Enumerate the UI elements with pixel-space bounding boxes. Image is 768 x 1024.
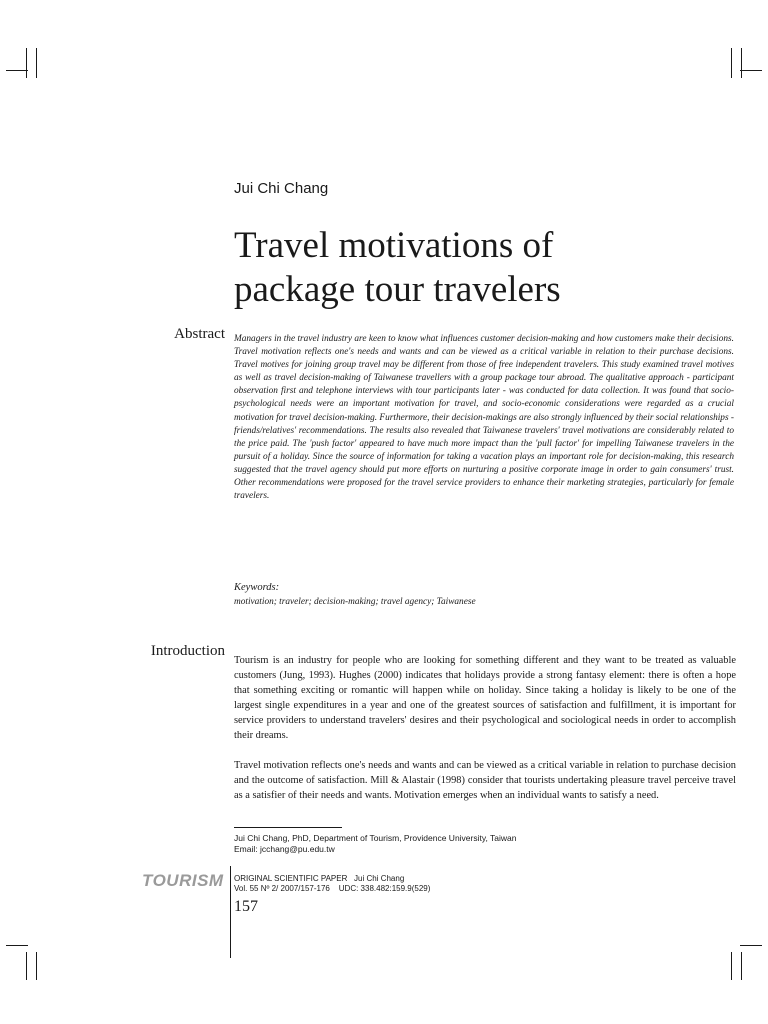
crop-mark-bottom-right — [740, 945, 762, 946]
author-footnote — [234, 833, 517, 854]
volume-meta-line — [234, 884, 430, 894]
introduction-heading: Introduction — [150, 643, 225, 659]
footnote-affiliation: Jui Chi Chang, PhD, Department of Tourism, Providence University, Taiwan — [234, 833, 517, 843]
abstract-heading: Abstract — [174, 326, 225, 342]
abstract-text: Managers in the travel industry are keen to know what influences customer decision-making and how customers make their decisions. Travel motivation reflects one's needs and wants and can be viewed as a critical variable in relation to their purchase decisions. Travel motives for joining group travel may be different from those of free independent travelers. This study examined travel motives as well as travel decision-making of Taiwanese travellers with a group package tour abroad. The qualitative approach - participant observation first and telephone interviews with tour participants later - was conducted for data collection. It was found that socio-psychological needs were an important motivation for travel, and socio-economic considerations were regarded as a crucial motivation for travel decision-making. Furthermore, their decision-makings are also strongly influenced by their social relationships - friends/relatives' recommendations. The results also revealed that Taiwanese travelers' travel motivations are considerably related to the price paid. The 'push factor' appeared to have much more impact than the 'pull factor' for impelling Taiwanese travelers in the pursuit of a holiday. Since the source of information for taking a vacation plays an important role for decision-making, this research suggested that the travel agency should put more efforts on nurturing a positive corporate image in order to gain consumers' trust. Other recommendations were proposed for the travel service providers to enhance their marketing strategies, particularly for female travelers. — [234, 334, 734, 502]
crop-mark-bottom-right — [741, 952, 742, 980]
volume-info: Vol. 55 Nº 2/ 2007/157-176 — [234, 884, 330, 893]
keywords-list: motivation; traveler; decision-making; travel agency; Taiwanese — [234, 597, 476, 607]
paper-type: ORIGINAL SCIENTIFIC PAPER — [234, 874, 348, 883]
crop-mark-top-left — [26, 48, 27, 78]
crop-mark-top-left — [36, 48, 37, 78]
crop-mark-top-right — [731, 48, 732, 78]
crop-mark-top-right — [741, 48, 742, 78]
footnote-email: Email: jcchang@pu.edu.tw — [234, 843, 335, 854]
crop-mark-bottom-left — [6, 945, 28, 946]
udc-code: UDC: 338.482:159.9(529) — [338, 884, 431, 893]
crop-mark-top-left — [6, 70, 28, 71]
footnote-rule — [234, 827, 342, 828]
crop-mark-bottom-left — [26, 952, 27, 980]
article-title — [234, 224, 754, 312]
author-name: Jui Chi Chang — [234, 180, 329, 197]
keywords-label: Keywords: — [234, 582, 280, 593]
title-line: Travel motivations of — [234, 225, 554, 266]
crop-mark-bottom-right — [731, 952, 732, 980]
journal-logo: TOURISM — [142, 871, 224, 890]
footer-divider — [230, 866, 231, 958]
running-author: Jui Chi Chang — [354, 874, 405, 883]
title-line: package tour travelers — [234, 269, 561, 310]
crop-mark-top-right — [740, 70, 762, 71]
paper-meta-line — [234, 874, 404, 884]
introduction-paragraph: Travel motivation reflects one's needs and wants and can be viewed as a critical variable in relation to purchase decision and the outcome of satisfaction. Mill & Alastair (1998) consider that tourists undertaking pleasure travel perceive travel as a satisfier of their needs and wants. Motivation emerges when an individual wants to satisfy a need. — [234, 760, 736, 801]
introduction-paragraph: Tourism is an industry for people who are looking for something different and they want to be treated as valuable customers (Jung, 1993). Hughes (2000) indicates that holidays provide a strong fantasy element: there is often a hope that something exciting or romantic will happen while on holiday. Since taking a holiday is likely to be one of the largest single expenditures in a year and one of the greatest sources of satisfaction and fulfillment, it is important for service providers to understand travelers' desires and their psychological and sociological needs in order to accomplish their dreams. — [234, 655, 736, 741]
crop-mark-bottom-left — [36, 952, 37, 980]
page-number: 157 — [234, 898, 258, 915]
